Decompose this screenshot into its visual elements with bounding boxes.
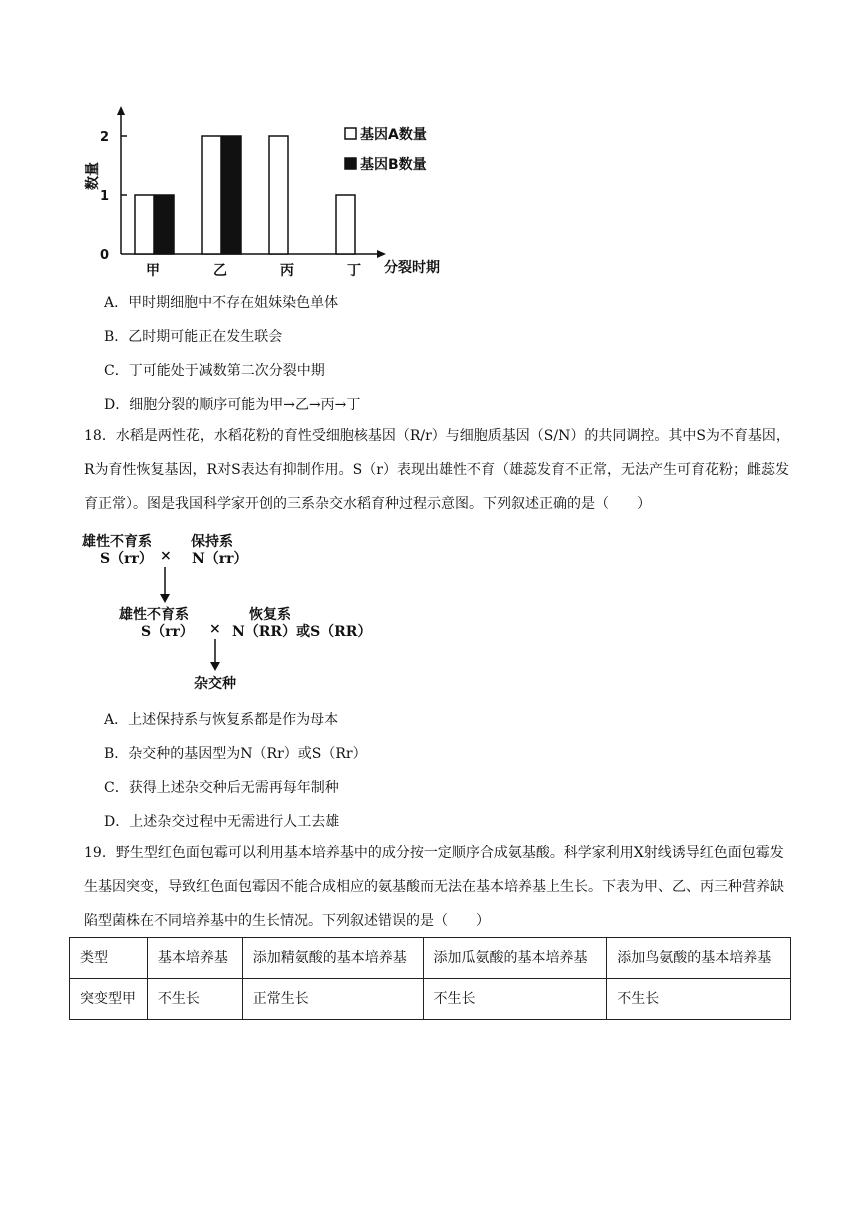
y-axis-label: 数量 — [85, 162, 101, 190]
legend-label: 基因A数量 — [360, 127, 427, 143]
table-header-cell: 类型 — [70, 938, 148, 979]
table-header-cell: 添加精氨酸的基本培养基 — [242, 938, 423, 979]
q17-option-b: B．乙时期可能正在发生联会 — [104, 329, 283, 345]
q18-option-c: C．获得上述杂交种后无需再每年制种 — [104, 780, 339, 796]
bar-gene-b — [222, 136, 241, 254]
male-sterile-line-genotype: S（rr） — [100, 551, 153, 567]
bar-gene-b — [155, 195, 174, 254]
bar-gene-a — [269, 136, 288, 254]
q17-option-a: A．甲时期细胞中不存在姐妹染色单体 — [104, 295, 339, 311]
table-cell: 突变型甲 — [70, 979, 148, 1020]
table-header-cell: 添加鸟氨酸的基本培养基 — [607, 938, 791, 979]
cross-symbol: × — [160, 548, 172, 564]
bar-gene-a — [135, 195, 154, 254]
male-sterile-line-label-2: 雄性不育系 — [119, 607, 189, 623]
down-arrow-icon — [155, 565, 175, 605]
y-tick-label: 1 — [99, 189, 109, 204]
male-sterile-line-genotype-2: S（rr） — [141, 624, 194, 640]
legend-swatch — [345, 128, 356, 139]
q18-option-a: A．上述保持系与恢复系都是作为母本 — [104, 712, 339, 728]
maintainer-line-label: 保持系 — [191, 534, 233, 550]
q17-option-d: D．细胞分裂的顺序可能为甲→乙→丙→丁 — [104, 397, 361, 413]
q18-option-d: D．上述杂交过程中无需进行人工去雄 — [104, 814, 340, 830]
bar-gene-a — [336, 195, 355, 254]
y-tick-label: 2 — [99, 130, 109, 145]
table-cell: 不生长 — [607, 979, 791, 1020]
table-cell: 不生长 — [423, 979, 607, 1020]
restorer-line-genotype: N（RR）或S（RR） — [232, 624, 372, 640]
table-header-cell: 基本培养基 — [147, 938, 242, 979]
table-header-cell: 添加瓜氨酸的基本培养基 — [423, 938, 607, 979]
y-axis-arrow-icon — [117, 106, 125, 115]
x-tick-label: 丙 — [280, 263, 294, 279]
restorer-line-label: 恢复系 — [249, 607, 291, 623]
male-sterile-line-label: 雄性不育系 — [82, 534, 152, 550]
q18-stem: 18．水稻是两性花，水稻花粉的育性受细胞核基因（R/r）与细胞质基因（S/N）的共同调控。其中S为不育基因，R为育性恢复基因，R对S表达有抑制作用。S（r）表现出雄性不育（雄蕊发育不正常，无法产生可育花粉；雌蕊发育正常）。图是我国科学家开创的三系杂交水稻育种过程示意图。下列叙述正确的是（ ） — [84, 428, 790, 512]
cross-symbol-2: × — [209, 621, 221, 637]
table-row — [70, 979, 791, 1020]
table-cell: 不生长 — [147, 979, 242, 1020]
y-tick-label: 0 — [99, 248, 109, 263]
maintainer-line-genotype: N（rr） — [192, 551, 248, 567]
down-arrow-icon — [205, 637, 225, 673]
q17-option-c: C．丁可能处于减数第二次分裂中期 — [104, 363, 325, 379]
q19-stem: 19．野生型红色面包霉可以利用基本培养基中的成分按一定顺序合成氨基酸。科学家利用X射线诱导红色面包霉发生基因突变，导致红色面包霉因不能合成相应的氨基酸而无法在基本培养基上生长。下表为甲、乙、丙三种营养缺陷型菌株在不同培养基中的生长情况。下列叙述错误的是（ ） — [84, 845, 784, 929]
legend-label: 基因B数量 — [360, 157, 427, 173]
hybrid-label: 杂交种 — [194, 676, 236, 692]
x-tick-label: 乙 — [213, 263, 227, 279]
legend-swatch — [345, 158, 356, 169]
growth-table — [69, 937, 791, 1020]
x-tick-label: 甲 — [146, 263, 160, 279]
bar-gene-a — [202, 136, 221, 254]
x-tick-label: 丁 — [347, 263, 361, 279]
gene-count-bar-chart — [0, 0, 860, 290]
x-axis-label: 分裂时期 — [384, 260, 440, 276]
x-axis-arrow-icon — [377, 250, 386, 258]
table-cell: 正常生长 — [242, 979, 423, 1020]
q18-option-b: B．杂交种的基因型为N（Rr）或S（Rr） — [104, 746, 367, 762]
table-header-row — [70, 938, 791, 979]
